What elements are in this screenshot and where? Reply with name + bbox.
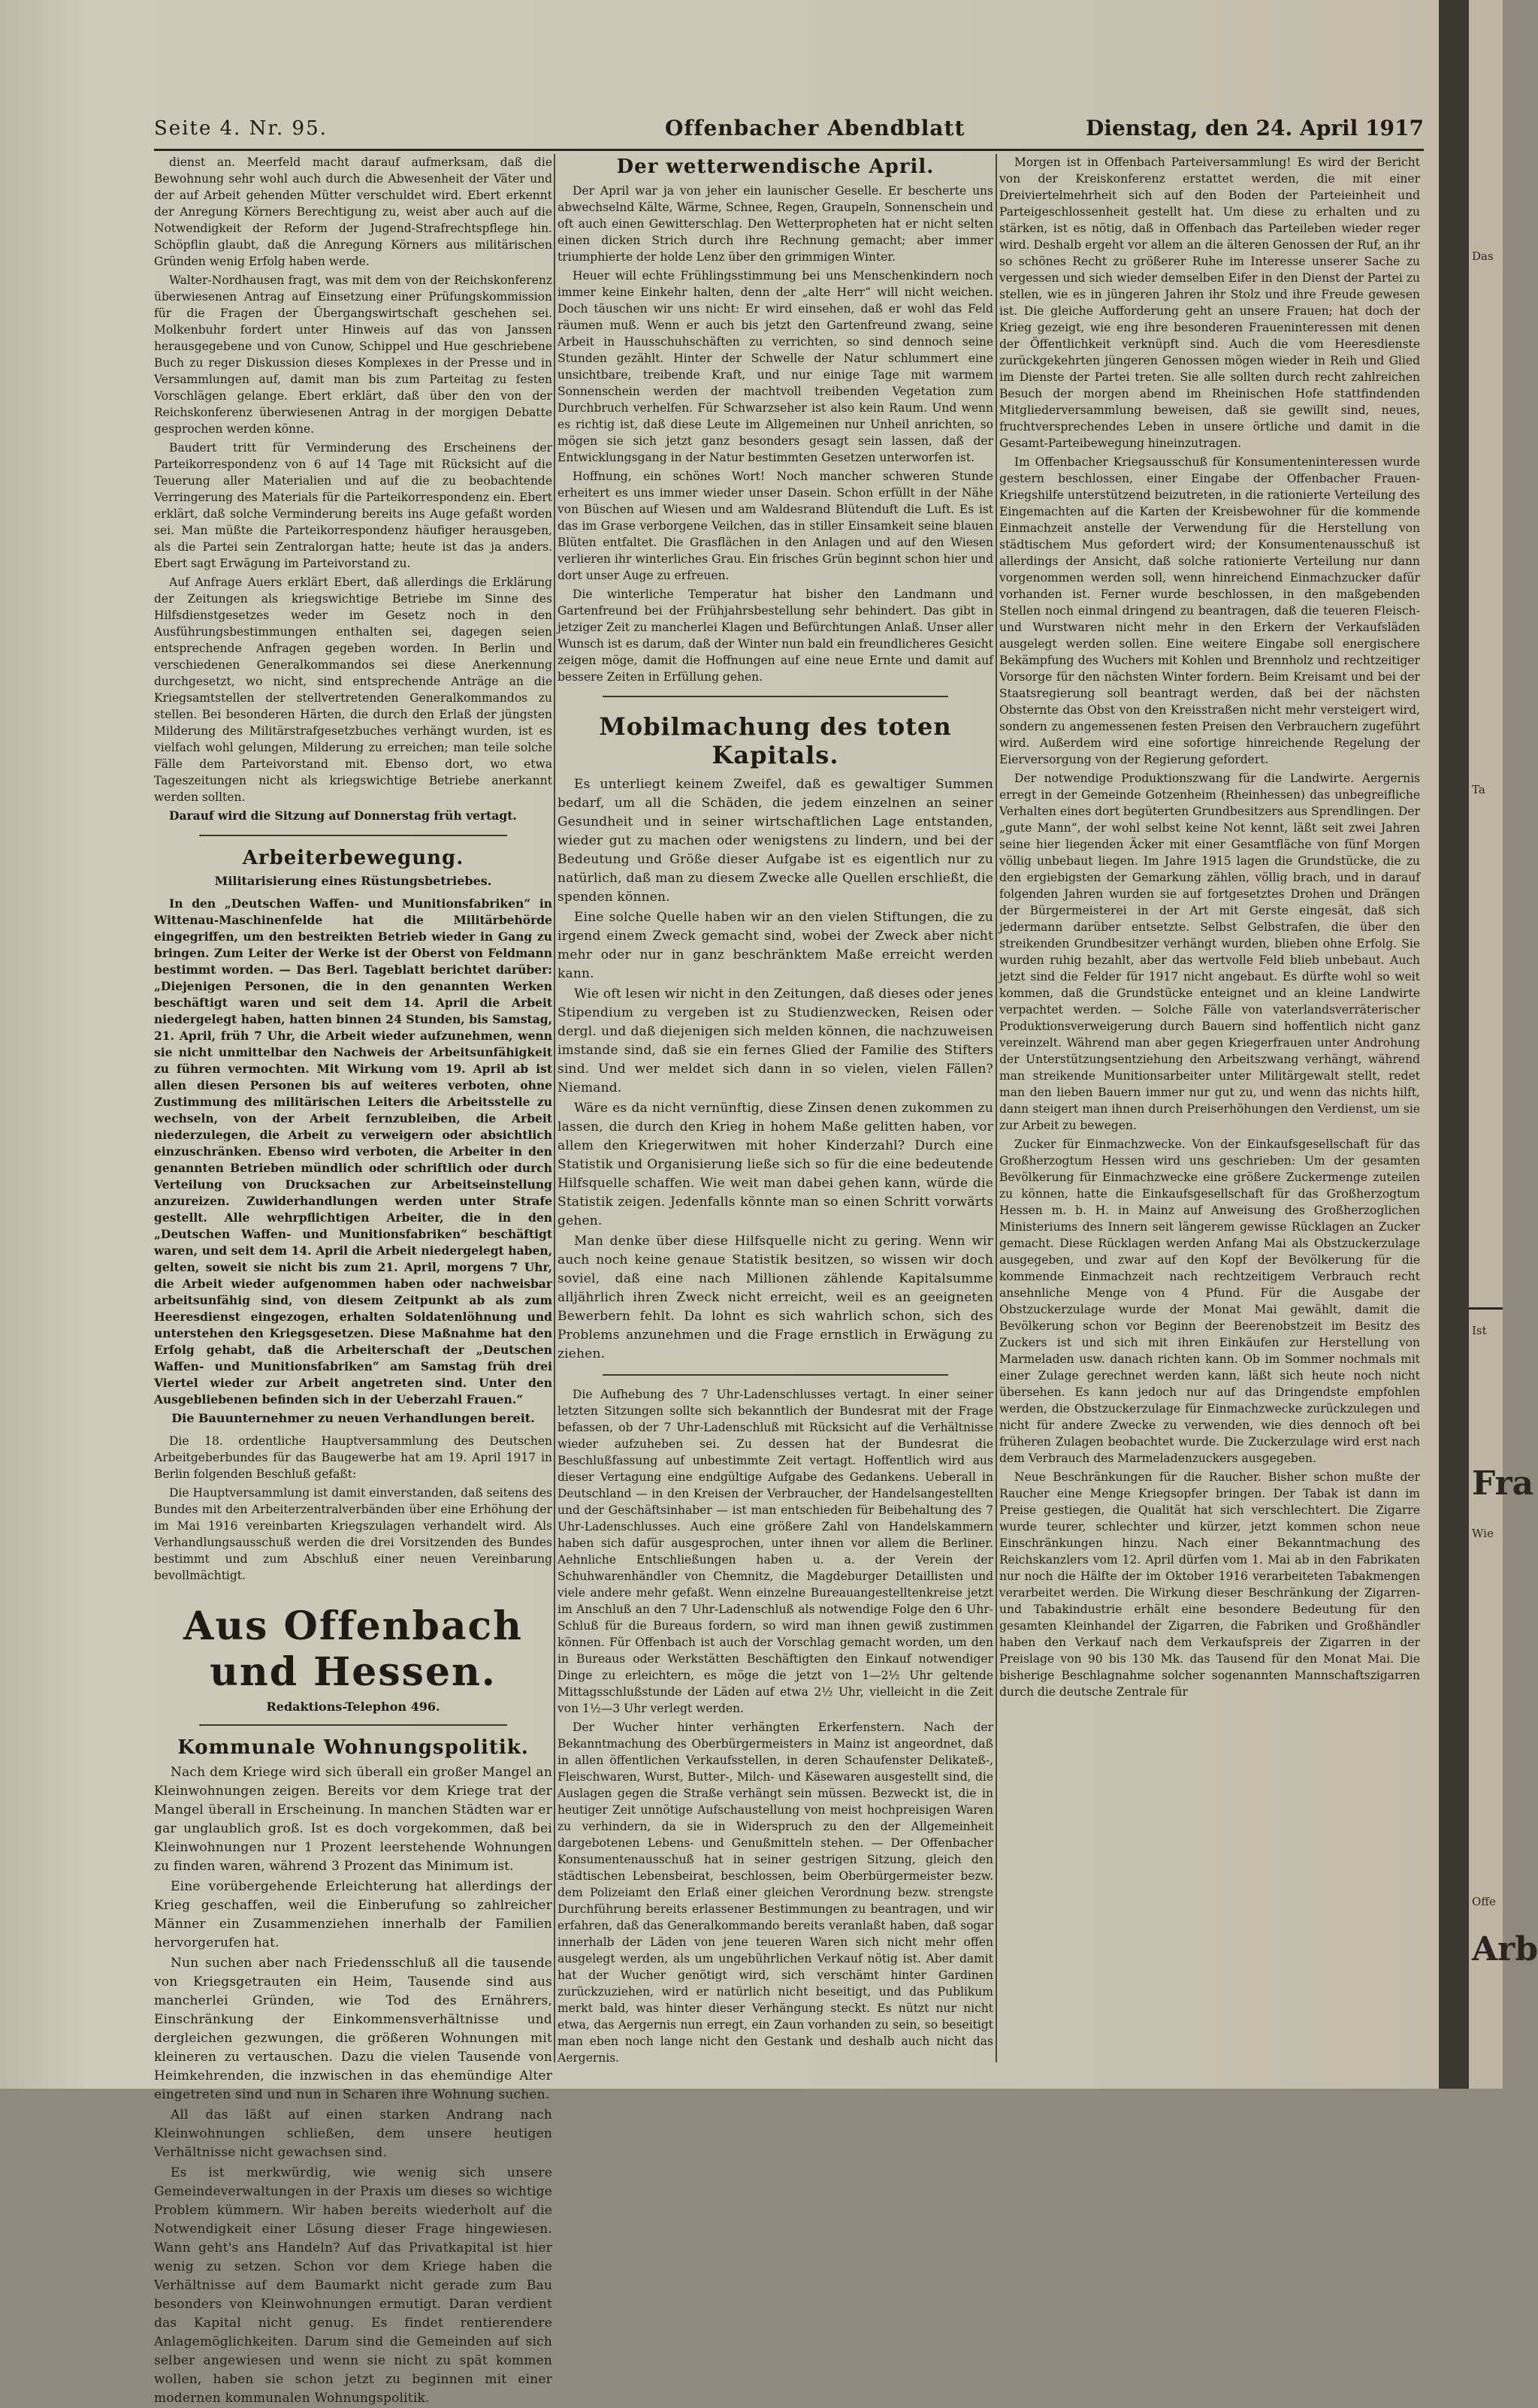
paragraph: Man denke über diese Hilfsquelle nicht zu gering. Wenn wir auch noch keine genaue Statistik besitzen, so wissen wir doch soviel, daß eine nach Millionen zählende Kapitalsumme alljährlich ihren Zweck nicht erreicht, weil es an geeigneten Bewerbern fehlt. Da lohnt es sich wahrlich schon, sich des Problems anzunehmen und die Frage ernstlich in Erwägung zu ziehen. [557, 1234, 993, 1361]
adjacent-page-edge [1469, 0, 1538, 2089]
divider [1469, 1307, 1503, 1310]
divider [199, 1724, 507, 1726]
paragraph: Morgen ist in Offenbach Parteiversammlung! Es wird der Bericht von der Kreiskonferenz erstattet werden, die mit einer Dreiviertelmehrheit sich auf den Boden der Parteieinheit und Parteigeschlossenheit gestellt hat. Um diese zu erhalten und zu stärken, ist es nötig, daß in Offenbach das Parteileben wieder reger wird. Deshalb ergeht vor allem an die älteren Genossen der Ruf, an ihr so schönes Recht zu größerer Ruhe im Interesse unserer Sache zu vergessen und sich wieder demselben Eifer in den Dienst der Partei zu stellen, wie es in jüngeren Jahren ihr Stolz und ihre Freude gewesen ist. Die gleiche Aufforderung geht an unsere Frauen; hat doch der Krieg gezeigt, wie eng ihre besonderen Fraueninteressen mit denen der Öffentlichkeit verknüpft sind. Auch die vom Heeresdienste zurückgekehrten jüngeren Genossen mögen wieder in Reih und Glied im Dienste der Partei treten. Sie alle sollten durch recht zahlreichen Besuch der morgen abend im Rheinischen Hofe stattfindenden Mitgliederversammlung beweisen, daß sie gewillt sind, neues, fruchtversprechendes Leben in unsere örtliche und damit in die Gesamt-Parteibewegung hineinzutragen. [999, 156, 1420, 450]
paragraph: Hoffnung, ein schönes Wort! Noch mancher schweren Stunde erheitert es uns immer wieder unser Dasein. Schon erfüllt in der Nähe von Büschen auf Wiesen und am Waldesrand Blütenduft die Luft. Es ist das im Grase verborgene Veilchen, das in stiller Einsamkeit seine blauen Blüten entfaltet. Die Grasflächen in den Anlagen und auf den Wiesen verlieren ihr winterliches Grau. Ein frisches Grün beginnt schon hier und dort unser Auge zu erfreuen. [557, 470, 993, 582]
column-rule [554, 154, 555, 2062]
paragraph: Walter-Nordhausen fragt, was mit dem von der Reichskonferenz überwiesenen Antrag auf Einsetzung einer Prüfungskommission für die Fragen der Übergangswirtschaft geschehen sei. Molkenbuhr fordert unter Hinweis auf das von Janssen herausgegebene und von Cunow, Schippel und Hue geschriebene Buch zu reger Diskussion dieses Komplexes in der Presse und in Versammlungen auf, damit man bis zum Parteitag zu festen Vorschlägen gelange. Ebert erklärt, daß über den von der Reichskonferenz überwiesenen Antrag in der morgigen Debatte gesprochen werden könne. [154, 273, 552, 436]
kommunal-title: Kommunale Wohnungspolitik. [177, 1736, 529, 1759]
paragraph: Auf Anfrage Auers erklärt Ebert, daß allerdings die Erklärung der Zeitungen als kriegswichtige Betriebe im Sinne des Hilfsdienstgesetzes weder im Gesetz noch in den Ausführungsbestimmungen enthalten sei, dagegen seien entsprechende Anfragen gegeben worden. In Berlin und verschiedenen Generalkommandos sei diese Anerkennung durchgesetzt, wo nicht, sind entsprechende Anträge an die Kriegsamtstellen der stellvertretenden Generalkommandos zu stellen. Bei besonderen Härten, die durch den Erlaß der jüngsten Milderung des Militärstrafgesetzbuches verhängt wurden, ist es vielfach wohl gelungen, Milderung zu erreichen; man teile solche Fälle dem Parteivorstand mit. Ebenso dort, wo etwa Tageszeitungen nicht als kriegswichtige Betriebe anerkannt werden sollten. [154, 576, 552, 804]
paragraph: Wäre es da nicht vernünftig, diese Zinsen denen zukommen zu lassen, die durch den Krieg in hohem Maße gelitten haben, vor allem den Kriegerwitwen mit hoher Kinderzahl? Durch eine Statistik und Organisierung ließe sich so für die eine bedeutende Hilfsquelle schaffen. Wie weit man dabei gehen kann, würde die Statistik zeigen. Jedenfalls könnte man so einen Schritt vorwärts gehen. [557, 1101, 993, 1228]
paragraph: Es ist merkwürdig, wie wenig sich unsere Gemeindeverwaltungen in der Praxis um dieses so wichtige Problem kümmern. Wir haben bereits wiederholt auf die Notwendigkeit einer Lösung dieser Frage hingewiesen. Wann geht's ans Handeln? Auf das Privatkapital ist hier wenig zu setzen. Schon vor dem Kriege haben die Verhältnisse auf dem Baumarkt nicht gerade zum Bau besonders von Kleinwohnungen ermutigt. Daran verdient das Kapital nicht genug. Es findet rentierendere Anlagemöglichkeiten. Darum sind die Gemeinden auf sich selber angewiesen und wenn sie nicht zu spät kommen wollen, haben sie schon jetzt zu beginnen mit einer modernen kommunalen Wohnungspolitik. [154, 2165, 552, 2406]
paragraph: Die Aufhebung des 7 Uhr-Ladenschlusses vertagt. In einer seiner letzten Sitzungen sollte sich bekanntlich der Bundesrat mit der Frage befassen, ob der 7 Uhr-Ladenschluß mit Rücksicht auf die Verhältnisse wieder aufzuheben sei. Zu dessen hat der Bundesrat die Beschlußfassung auf unbestimmte Zeit vertagt. Hoffentlich wird aus dieser Vertagung eine endgültige Aufgabe des Gedankens. Ueberall in Deutschland — in den Kreisen der Verbraucher, der Handelsangestellten und der Geschäftsinhaber — ist man entschieden für Beibehaltung des 7 Uhr-Ladenschlusses. Auch eine größere Zahl von Handelskammern haben sich dafür ausgesprochen, unter ihnen vor allem die Berliner. Aehnliche Entschließungen haben u. a. der Verein der Schuhwarenhändler von Chemnitz, die Magdeburger Detaillisten und viele andere mehr gefaßt. Wenn einzelne Bureauangestelltenkreise jetzt im Anschluß an den 7 Uhr-Ladenschluß als notwendige Folge den 6 Uhr-Schluß für die Bureaus fordern, so wird man ihnen gewiß zustimmen können. Für Offenbach ist auch der Vorschlag gemacht worden, um den in Bureaus oder Werkstätten Beschäftigten den Einkauf notwendiger Dinge zu erleichtern, es möge die jetzt von 1—2½ Uhr geltende Mittagsschlußstunde der Läden auf etwa 2½ Uhr, vielleicht in die Zeit von 1½—3 Uhr verlegt werden. [557, 1388, 993, 1715]
redaktion-telephone: Redaktions-Telephon 496. [266, 1699, 440, 1714]
fragment: Arb [1472, 1930, 1538, 1968]
paragraph: Nach dem Kriege wird sich überall ein großer Mangel an Kleinwohnungen zeigen. Bereits vor dem Kriege trat der Mangel überall in Erscheinung. In manchen Städten war er gar unglaublich groß. Ist es doch vorgekommen, daß bei Kleinwohnungen nur 1 Prozent leerstehende Wohnungen zu finden waren, während 3 Prozent das Minimum ist. [154, 1765, 552, 1874]
paragraph: Heuer will echte Frühlingsstimmung bei uns Menschenkindern noch immer keine Einkehr halten, denn der „alte Herr“ will nicht weichen. Doch täuschen wir uns nicht: Er wird einsehen, daß er wohl das Feld räumen muß. Wenn er auch bis jetzt den Gartenfreund zwang, seine Arbeit in Hausschuhschäften zu verrichten, so sind dennoch seine Stunden gezählt. Hinter der Schwelle der Natur schlummert eine unsichtbare, treibende Kraft, und nur einige Tage mit warmem Sonnenschein werden der machtvoll treibenden Vegetation zum Durchbruch verhelfen. Für Schwarzseher ist also kein Raum. Und wenn es richtig ist, daß diese Leute im Allgemeinen nur Unheil anrichten, so mögen sie sich jetzt ganz besonders gesagt sein lassen, daß der Entwicklungsgang in der Natur bestimmten Gesetzen unterworfen ist. [557, 269, 993, 464]
issue-date: Dienstag, den 24. April 1917 [1086, 116, 1424, 140]
column-3 [999, 154, 1420, 2062]
fragment: Ist [1472, 1324, 1487, 1337]
paragraph: Neue Beschränkungen für die Raucher. Bisher schon mußte der Raucher eine Menge Kriegsopfer bringen. Der Tabak ist dann im Preise gestiegen, die Qualität hat sich verschlechtert. Die Zigarre wurde teurer, schlechter und kürzer, jetzt kommen schon neue Einschränkungen hinzu. Nach einer Bekanntmachung des Reichskanzlers vom 12. April dürfen vom 1. Mai ab in den Fabrikaten nur noch die Hälfte der im Oktober 1916 verarbeiteten Tabakmengen verarbeitet werden. Die Wirkung dieser Beschränkung der Zigarren- und Tabakindustrie erhält eine besondere Bedeutung für den gesamten Kleinhandel der Zigarren, die Fabriken und Großhändler haben den Verkauf nach dem Verkaufspreis der Zigarren in der Preislage von 90 bis 130 Mk. das Tausend für den Monat Mai. Die bisherige Beschlagnahme solcher sogenannten Mannschaftszigarren durch die deutsche Zentrale für [999, 1470, 1420, 1699]
page-label: Seite 4. Nr. 95. [154, 117, 328, 140]
paragraph: Die winterliche Temperatur hat bisher den Landmann und Gartenfreund bei der Frühjahrsbestellung sehr behindert. Das gibt in jetziger Zeit zu mancherlei Klagen und Befürchtungen Anlaß. Unser aller Wunsch ist es darum, daß der Winter nun bald ein freundlicheres Gesicht zeigen möge, damit die Hoffnungen auf eine neue Ernte und damit auf bessere Zeiten in Erfüllung gehen. [557, 588, 993, 684]
paragraph: dienst an. Meerfeld macht darauf aufmerksam, daß die Bewohnung sehr wohl auch durch die Abwesenheit der Väter und der auf Arbeit gehenden Mütter verschuldet wird. Ebert erkennt der Anregung Körners Berechtigung zu, weist aber auch auf die Notwendigkeit der Reform der Jugend-Strafrechtspflege hin. Schöpflin glaubt, daß die Anregung Körners aus militärischen Gründen wenig Erfolg haben werde. [154, 156, 552, 268]
paragraph: Zucker für Einmachzwecke. Von der Einkaufsgesellschaft für das Großherzogtum Hessen wird uns geschrieben: Um der gesamten Bevölkerung für Einmachzwecke eine größere Zuckermenge zuteilen zu können, hatte die Einkaufsgesellschaft für das Großherzogtum Hessen m. b. H. in Mainz auf Anweisung des Großherzoglichen Ministeriums des Innern seit längerem gewisse Rücklagen an Zucker gemacht. Diese Rücklagen werden Anfang Mai als Obstzuckerzulage ausgegeben, und zwar auf den Kopf der Bevölkerung für die kommende Einmachzeit nach rechtzeitigem Verbrauch recht ansehnliche Menge von 4 Pfund. Für die Ausgabe der Obstzuckerzulage wurde der Monat Mai gewählt, damit die Bevölkerung schon vor Beginn der Beerenobstzeit im Besitz des Zuckers ist und sich mit ihren Einkäufen zur Herstellung von Marmeladen usw. danach richten kann. Ob im Sommer nochmals mit einer Zulage gerechnet werden kann, läßt sich heute noch nicht übersehen. Es kann jedoch nur auf das Dringendste empfohlen werden, die Obstzuckerzulage für Einmachzwecke zurückzulegen und nicht für andere Zwecke zu verwenden, wie dies dennoch oft bei früheren Zulagen beobachtet wurde. Die Zuckerzulage wird erst nach dem Verbrauch des Marmeladenzuckers ausgegeben. [999, 1138, 1420, 1465]
section-title: Aus Offenbach und Hessen. [183, 1603, 523, 1695]
paragraph: Eine vorübergehende Erleichterung hat allerdings der Krieg geschaffen, weil die Einberufung so zahlreicher Männer ein Zusammenziehen innerhalb der Familien hervorgerufen hat. [154, 1879, 552, 1950]
paragraph: Nun suchen aber nach Friedensschluß all die tausende von Kriegsgetrauten ein Heim, Tausende sind aus mancherlei Gründen, wie Tod des Ernährers, Einschränkung der Einkommensverhältnisse und dergleichen gezwungen, die größeren Wohnungen mit kleineren zu vertauschen. Dazu die vielen Tausende von Heimkehrenden, die inzwischen in das ehemündige Alter eingetreten sind und nun in Scharen ihre Wohnung suchen. [154, 1956, 552, 2102]
intro-block [154, 154, 552, 824]
kapital-title: Mobilmachung des toten Kapitals. [599, 712, 952, 769]
paragraph: Die Hauptversammlung ist damit einverstanden, daß seitens des Bundes mit den Arbeiterzentralverbänden über eine Erhöhung der im Mai 1916 vereinbarten Kriegszulagen verhandelt wird. Als Verhandlungsausschuß werden die drei Vorsitzenden des Bundes bestimmt und zum Abschluß einer neuen Vereinbarung bevollmächtigt. [154, 1486, 552, 1582]
paragraph: Eine solche Quelle haben wir an den vielen Stiftungen, die zu irgend einem Zweck gemacht sind, wobei der Zweck aber nicht mehr oder nur in ganz beschränktem Maße erreicht werden kann. [557, 910, 993, 981]
column-rule [996, 154, 997, 2062]
paragraph: Die 18. ordentliche Hauptversammlung des Deutschen Arbeitgeberbundes für das Baugewerbe hat am 19. April 1917 in Berlin folgenden Beschluß gefaßt: [154, 1434, 552, 1481]
newspaper-name: Offenbacher Abendblatt [665, 116, 965, 140]
arbeiter-subtitle: Militarisierung eines Rüstungsbetriebes. [214, 874, 492, 888]
binding-gutter [1439, 0, 1469, 2089]
column-1 [154, 154, 552, 2406]
paragraph: In den „Deutschen Waffen- und Munitionsfabriken“ in Wittenau-Maschinenfelde hat die Militärbehörde eingegriffen, um den bestreikten Betrieb wieder in Gang zu bringen. Zum Leiter der Werke ist der Oberst von Feldmann bestimmt worden. — Das Berl. Tageblatt berichtet darüber: „Diejenigen Personen, die in den genannten Werken beschäftigt waren und seit dem 14. April die Arbeit niedergelegt haben, hatten binnen 24 Stunden, bis Samstag, 21. April, früh 7 Uhr, die Arbeit wieder aufzunehmen, wenn sie nicht unmittelbar den Nachweis der Arbeitsunfähigkeit zu führen vermochten. Mit Wirkung vom 19. April ab ist allen diesen Personen bis auf weiteres verboten, ohne Zustimmung des militärischen Leiters die Arbeitsstelle zu wechseln, von der Arbeit fernzubleiben, die Arbeit niederzulegen, die Arbeit zu verweigern oder absichtlich einzuschränken. Ebenso wird verboten, die Arbeiter in den genannten Betrieben mündlich oder schriftlich oder durch Verteilung von Drucksachen zur Arbeitseinstellung anzureizen. Zuwiderhandlungen werden unter Strafe gestellt. Alle wehrpflichtigen Arbeiter, die in den „Deutschen Waffen- und Munitionsfabriken“ beschäftigt waren, und seit dem 14. April die Arbeit niedergelegt haben, gelten, soweit sie nicht bis zum 21. April, morgens 7 Uhr, die Arbeit wieder aufgenommen haben oder nachweisbar arbeitsunfähig sind, von diesem Zeitpunkt ab als zum Heeresdienst eingezogen, erhalten Soldatenlöhnung und unterstehen den Kriegsgesetzen. Diese Maßnahme hat den Erfolg gehabt, daß die Arbeiterschaft der „Deutschen Waffen- und Munitionsfabriken“ am Samstag früh drei Viertel wieder zur Arbeit angetreten sind. Unter den Ausgebliebenen befinden sich in der Ueberzahl Frauen.“ [154, 896, 552, 1406]
paragraph: Wie oft lesen wir nicht in den Zeitungen, daß dieses oder jenes Stipendium zu vergeben ist zu Studienzwecken, Reisen oder dergl. und daß diejenigen sich melden können, die nachzuweisen imstande sind, daß sie ein fernes Glied der Familie des Stifters sind. Und wer meldet sich dann in so vielen, vielen Fällen? Niemand. [557, 986, 993, 1095]
fragment: Offe [1472, 1895, 1496, 1908]
april-title: Der wetterwendische April. [616, 156, 935, 178]
fragment: Fra [1472, 1464, 1534, 1503]
page-header [154, 113, 1424, 151]
fragment: Wie [1472, 1527, 1494, 1540]
paragraph: Es unterliegt keinem Zweifel, daß es gewaltiger Summen bedarf, um all die Schäden, die jedem einzelnen an seiner Gesundheit und in seiner wirtschaftlichen Lage entstanden, wieder gut zu machen oder wenigstens zu lindern, und bei der Bedeutung und Größe dieser Aufgabe ist es eigentlich nur zu natürlich, daß man zu diesem Zwecke alle Quellen erschließt, die spenden können. [557, 777, 993, 905]
fragment: Ta [1472, 783, 1485, 796]
paragraph: Darauf wird die Sitzung auf Donnerstag früh vertagt. [169, 808, 517, 823]
paragraph: Baudert tritt für Verminderung des Erscheinens der Parteikorrespondenz von 6 auf 14 Tage mit Rücksicht auf die Teuerung aller Materialien und auf die zu beobachtende Verringerung des Materials für die Parteikorrespondenz ein. Ebert erklärt, daß solche Verminderung bereits ins Auge gefaßt worden sei. Man müßte die Parteikorrespondenz häufiger herausgeben, als die Partei sein Zentralorgan hatte; heute ist das ja anders. Ebert sagt Erwägung im Parteivorstand zu. [154, 441, 552, 570]
arbeiter-title: Arbeiterbewegung. [242, 847, 464, 869]
bau-subtitle: Die Bauunternehmer zu neuen Verhandlungen bereit. [171, 1411, 535, 1425]
paragraph: Im Offenbacher Kriegsausschuß für Konsumenteninteressen wurde gestern beschlossen, einer Eingabe der Offenbacher Frauen-Kriegshilfe unterstützend beizutreten, in die rationierte Verteilung des Eingemachten auf die Karten der Kreisbewohner für die kommende Einmachzeit anstelle der Verwendung für die Herstellung von städtischem Mus gefordert wird; der Konsumentenausschuß ist allerdings der Ansicht, daß solche rationierte Verteilung nur dann vorgenommen werden soll, wenn hinreichend Einmachzucker dafür vorhanden ist. Ferner wurde beschlossen, in den maßgebenden Stellen noch einmal dringend zu beantragen, daß die teueren Fleisch- und Wurstwaren nicht mehr in den Erkern der Verkaufsläden ausgelegt werden sollen. Eine weitere Eingabe soll energischere Bekämpfung des Wuchers mit Kohlen und Brennholz und rechtzeitiger Vorsorge für den nächsten Winter fordern. Beim Kreisamt und bei der Staatsregierung soll beantragt werden, daß bei der nächsten Obsternte das Obst von den Kreisstraßen nicht mehr versteigert wird, sondern zu angemessenen festen Preisen den Verbrauchern zugeführt wird. Außerdem wird eine sofortige hinreichende Regelung der Eierversorgung von der Regierung gefordert. [999, 455, 1420, 766]
divider [199, 835, 507, 836]
paragraph: Der April war ja von jeher ein launischer Geselle. Er bescherte uns abwechselnd Kälte, Wärme, Schnee, Regen, Graupeln, Sonnenschein und oft auch einen Gewitterschlag. Den Wetterpropheten hat er nicht selten einen dicken Strich durch ihre Rechnung gemacht; aber immer triumphierte der holde Lenz über den grimmigen Winter. [557, 184, 993, 264]
fragment: Das [1472, 249, 1494, 263]
paragraph: All das läßt auf einen starken Andrang nach Kleinwohnungen schließen, dem unsere heutigen Verhältnisse nicht gewachsen sind. [154, 2107, 552, 2160]
paragraph: Der Wucher hinter verhängten Erkerfenstern. Nach der Bekanntmachung des Oberbürgermeisters in Mainz ist angeordnet, daß in allen öffentlichen Verkaufsstellen, in deren Schaufenster Delikateß-, Fleischwaren, Wurst, Butter-, Milch- und Käsewaren ausgestellt sind, die Auslagen gegen die Straße verhängt sein müssen. Bezweckt ist, die in heutiger Zeit unnötige Aufschaustellung von meist hochpreisigen Waren zu verhindern, da sie in Widerspruch zu den der Allgemeinheit dargebotenen Lebens- und Genußmitteln stehen. — Der Offenbacher Konsumentenausschuß hat in seiner gestrigen Sitzung, gleich den städtischen Lebensbeirat, beschlossen, beim Oberbürgermeister bezw. dem Polizeiamt den Erlaß einer gleichen Verordnung bezw. strengste Durchführung bereits erlassener Bestimmungen zu beantragen, und wir erfahren, daß das Generalkommando bereits veranlaßt haben, daß sogar innerhalb der Läden von jene teueren Waren sich nicht mehr offen ausgelegt werden, als um ungebührlichen Verkauf nötig ist. Aber damit hat der Wucher genötigt wird, sich verschämt hinter Gardinen zurückzuziehen, wird er natürlich nicht beseitigt, und das Publikum merkt bald, was hinter dieser Verhängung steckt. Es nützt nur nicht etwa, das Aergernis nun erregt, ein Zaun vorhanden zu sein, so beseitigt man eben noch lange nicht den Gestank und deshalb auch nicht das Aergernis. [557, 1721, 993, 2065]
column-2 [557, 154, 993, 2065]
divider [603, 1374, 948, 1376]
divider [603, 696, 948, 697]
paragraph: Der notwendige Produktionszwang für die Landwirte. Aergernis erregt in der Gemeinde Gotzenheim (Rheinhessen) das unbegreifliche Verhalten eines dort begüterten Grundbesitzers aus Sprendlingen. Der „gute Mann“, der wohl selbst keine Not kennt, läßt seit zwei Jahren seine hier liegenden Äcker mit einer Gesamtfläche von fünf Morgen völlig unbebaut liegen. Im Jahre 1915 lagen die Grundstücke, die zu den ergiebigsten der Gemarkung zählen, völlig brach, und in darauf folgenden Jahren wurden sie auf fortgesetztes Drohen und Drängen der Bürgermeisterei in der Art mit Gerste eingesät, daß sich jedermann darüber entsetzte. Selbst Gelbstrafen, die über den streikenden Grundbesitzer verhängt wurden, blieben ohne Erfolg. Sie wurden ruhig bezahlt, aber das wertvolle Feld blieb unbebaut. Auch jetzt sind die Felder für 1917 nicht angebaut. Es dürfte wohl so weit kommen, daß die Grundstücke enteignet und an kleine Landwirte verpachtet werden. — Solche Fälle von vaterlandsverräterischer Produktionsverweigerung durch Bauern sind hoffentlich nicht ganz vereinzelt. Während man aber gegen Kriegerfrauen unter Androhung der Unterstützungsentziehung den Arbeitszwang verhängt, während man streikende Munitionsarbeiter unter Militärgewalt stellt, redet man den lieben Bauern immer nur gut zu, und wenn das nichts hilft, dann steigert man ihnen durch Preiserhöhungen den Verdienst, um sie zur Arbeit zu bewegen. [999, 772, 1420, 1132]
